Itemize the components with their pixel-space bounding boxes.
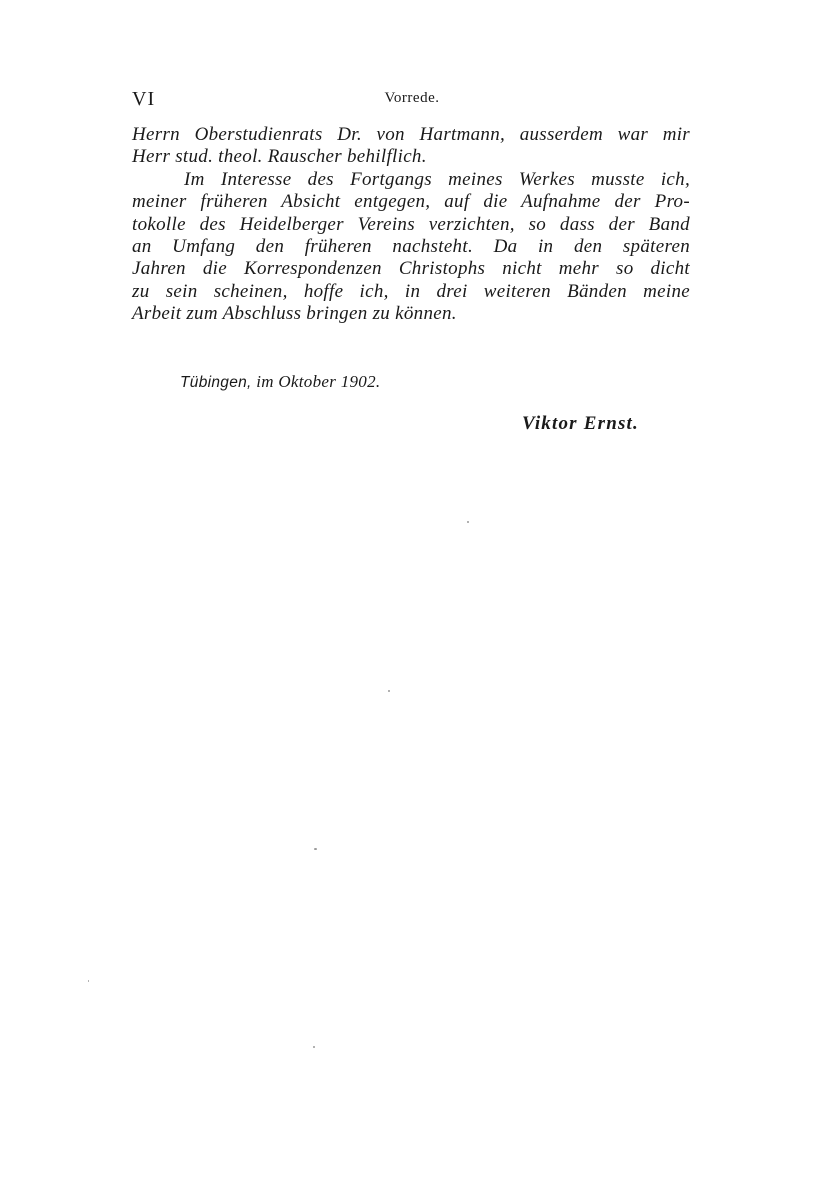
text-line: tokolle des Heidelberger Vereins verzichten, so dass der Band: [132, 213, 690, 235]
scan-speck: [313, 1046, 315, 1048]
text-line: an Umfang den früheren nachsteht. Da in den späteren: [132, 236, 690, 258]
text-line: Arbeit zum Abschluss bringen zu können.: [132, 303, 457, 325]
text-line: meiner früheren Absicht entgegen, auf die Aufnahme der Pro-: [132, 191, 690, 213]
text-line: zu sein scheinen, hoffe ich, in drei weiteren Bänden meine: [132, 280, 690, 302]
paragraph-first-line: Im Interesse des Fortgangs meines Werkes musste ich,: [184, 168, 690, 190]
scan-speck: [388, 690, 390, 692]
dateline-place: Tübingen,: [180, 374, 252, 391]
page-number: VI: [132, 88, 156, 110]
scan-speck: [314, 848, 317, 850]
dateline: [180, 372, 380, 392]
scan-speck: [467, 521, 469, 523]
text-line: Jahren die Korrespondenzen Christophs nicht mehr so dicht: [132, 258, 690, 280]
preface-text: [132, 124, 690, 326]
running-head: Vorrede.: [384, 90, 440, 106]
author-signature: Viktor Ernst.: [522, 413, 639, 434]
text-line: Herr stud. theol. Rauscher behilflich.: [132, 146, 427, 168]
page-header: [132, 88, 692, 112]
text-line: Herrn Oberstudienrats Dr. von Hartmann, ausserdem war mir: [132, 124, 690, 145]
dateline-date: im Oktober 1902.: [256, 372, 381, 391]
scan-speck: [88, 980, 89, 982]
